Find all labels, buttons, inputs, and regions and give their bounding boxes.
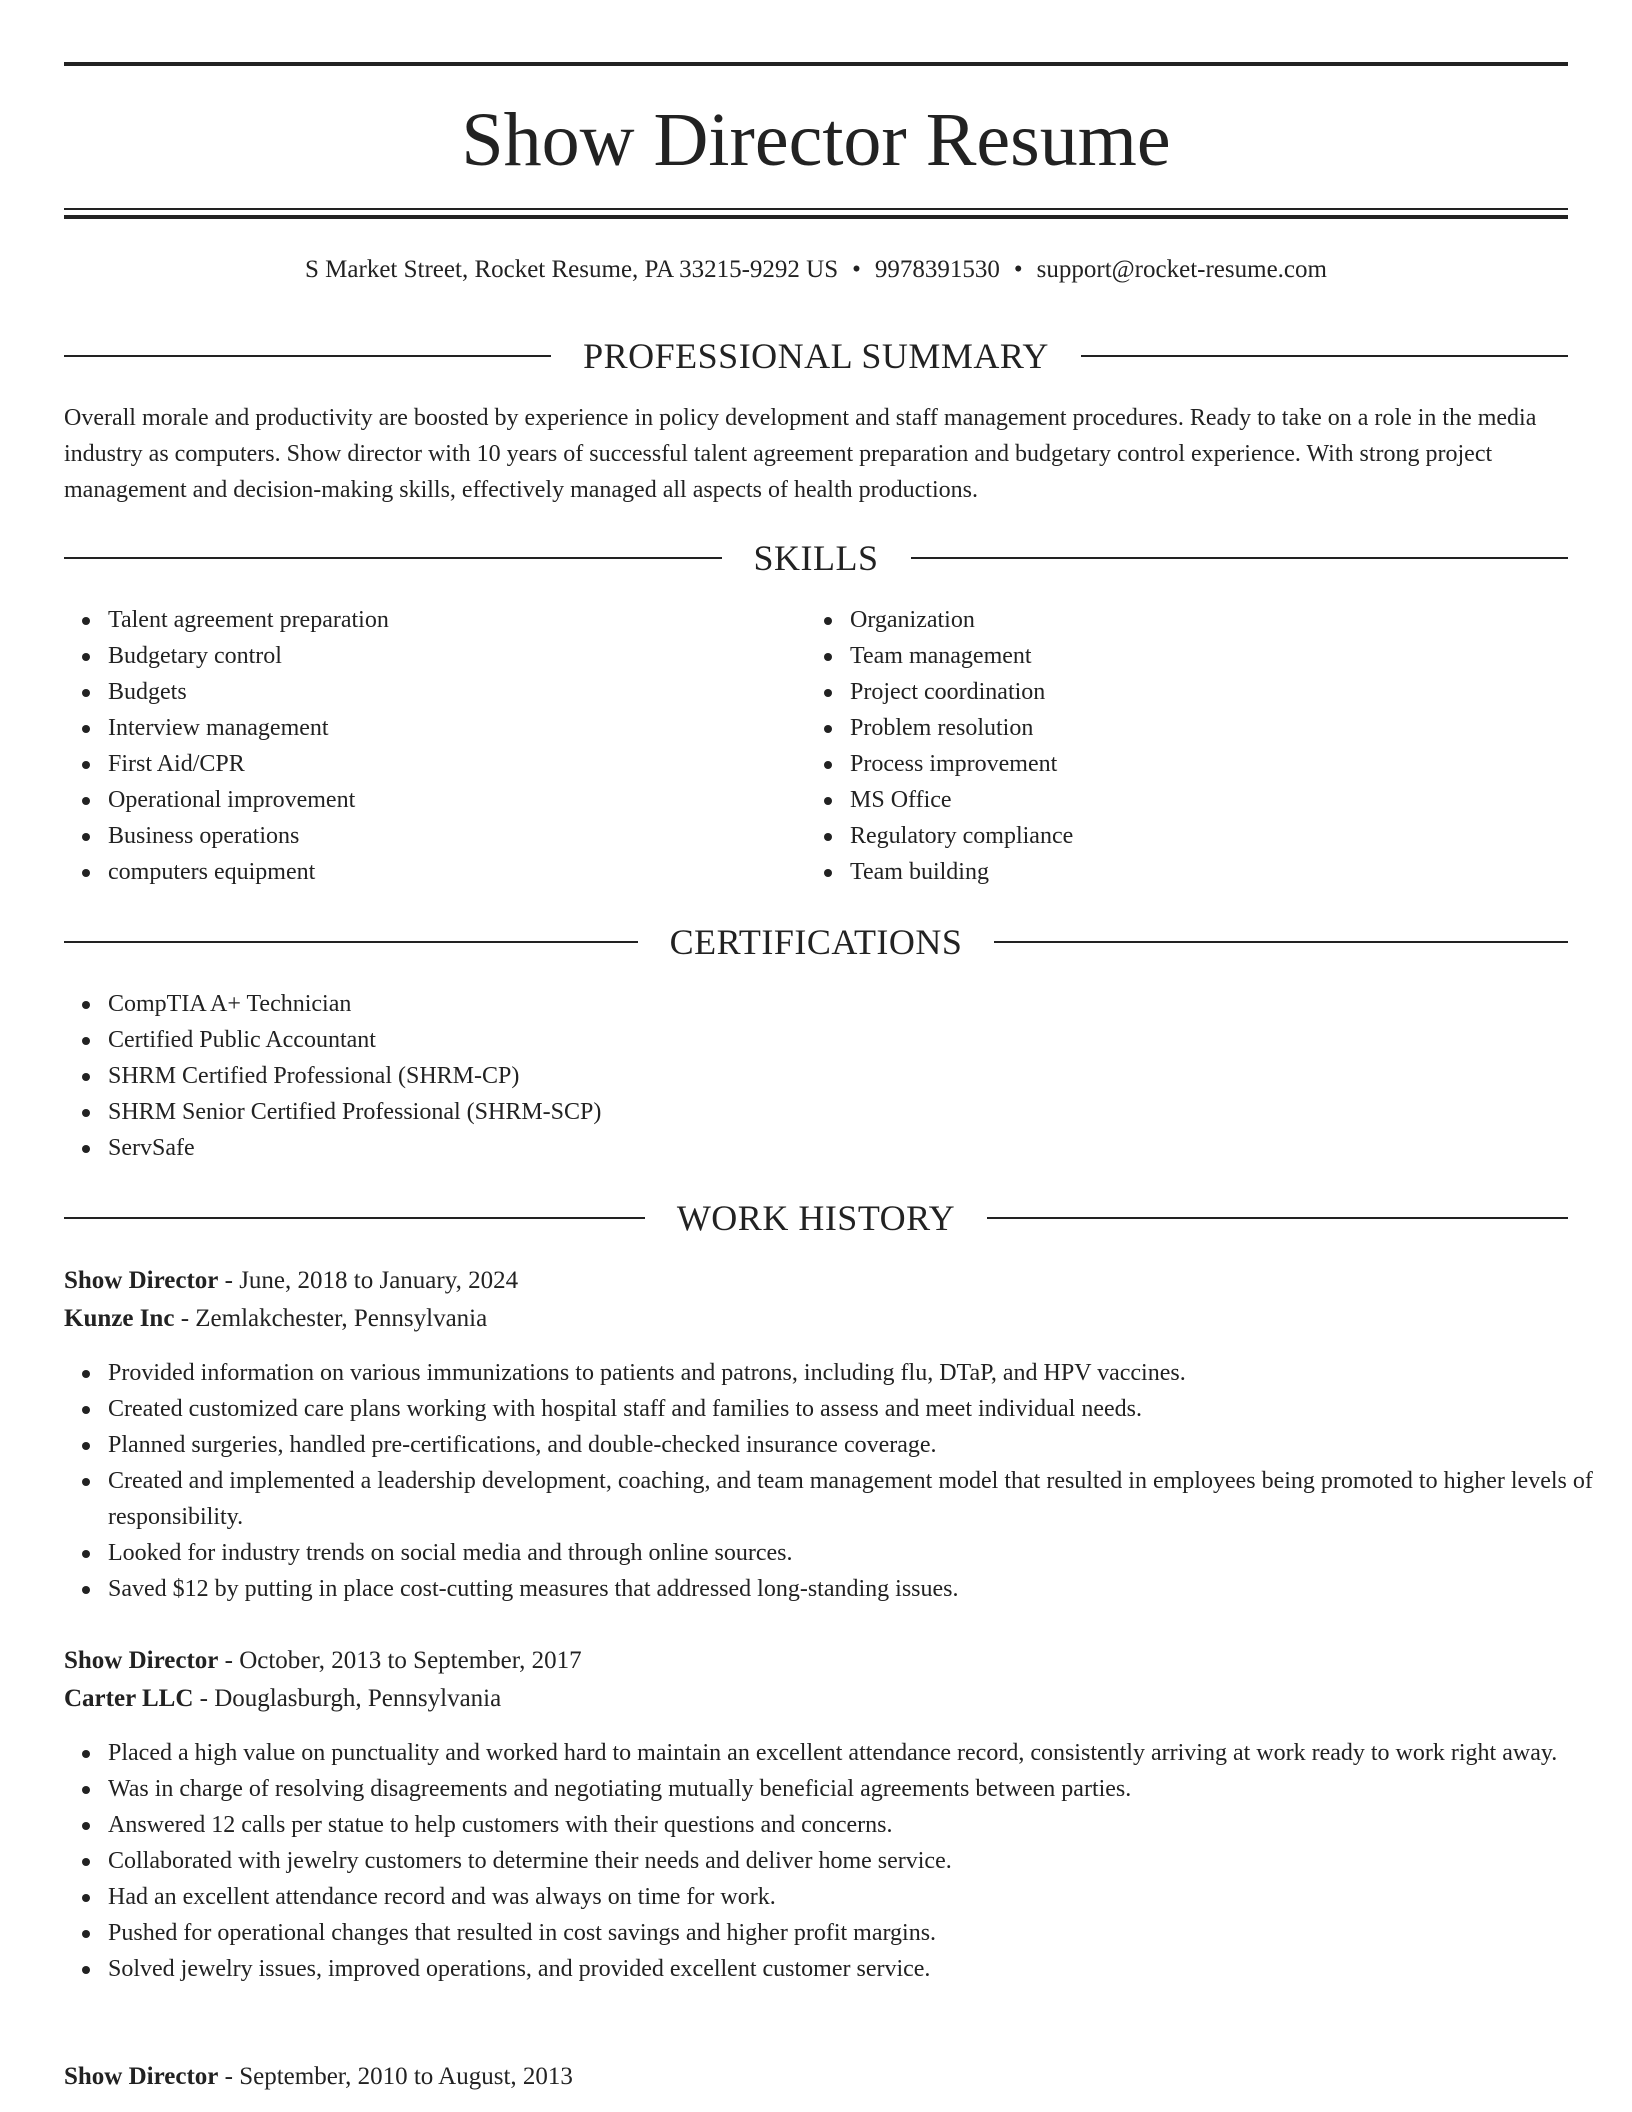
- job-duty-item: Created customized care plans working with hospital staff and families to assess and meet individual needs.: [108, 1391, 1612, 1427]
- certification-item: SHRM Senior Certified Professional (SHRM-SCP): [108, 1094, 1612, 1130]
- job-duty-item: Solved jewelry issues, improved operations, and provided excellent customer service.: [108, 1951, 1612, 1987]
- skill-item: Process improvement: [850, 746, 1590, 782]
- header-double-rule: [64, 208, 1568, 219]
- skill-item: First Aid/CPR: [108, 746, 848, 782]
- job-company: Carter LLC: [64, 1685, 194, 1712]
- header-top-rule: [64, 62, 1568, 66]
- heading-rule: [994, 941, 1568, 943]
- heading-rule: [64, 557, 722, 559]
- job-dates: - September, 2010 to August, 2013: [218, 2063, 573, 2090]
- skill-item: Regulatory compliance: [850, 818, 1590, 854]
- heading-rule: [987, 1217, 1568, 1219]
- job-title-line: [64, 1262, 1568, 1300]
- job-location: - Douglasburgh, Pennsylvania: [193, 1685, 502, 1712]
- summary-text: Overall morale and productivity are boosted by experience in policy development and staff management procedures. Ready to take on a role in the media industry as computers. Show director with 10 years of successful talent agreement preparation and budgetary control experience. With strong project management and decision-making skills, effectively managed all aspects of health productions.: [64, 405, 1537, 503]
- contact-line: [64, 252, 1568, 288]
- job-duty-item: Had an excellent attendance record and was always on time for work.: [108, 1879, 1612, 1915]
- job-title: Show Director: [64, 1647, 219, 1674]
- job-company-line: [64, 1300, 1568, 1338]
- job-duties-list: [64, 1735, 1612, 1987]
- skill-item: Team building: [850, 854, 1590, 890]
- skills-list-left: [64, 602, 848, 890]
- skill-item: Budgetary control: [108, 638, 848, 674]
- skill-item: Project coordination: [850, 674, 1590, 710]
- skills-list-right: [806, 602, 1590, 890]
- job-title: Show Director: [64, 1267, 219, 1294]
- certification-item: SHRM Certified Professional (SHRM-CP): [108, 1058, 1612, 1094]
- job-duty-item: Collaborated with jewelry customers to determine their needs and deliver home service.: [108, 1843, 1612, 1879]
- job-title: Show Director: [64, 2063, 219, 2090]
- section-title: CERTIFICATIONS: [669, 922, 963, 962]
- section-heading-skills: [64, 536, 1568, 580]
- skill-item: Interview management: [108, 710, 848, 746]
- skill-item: MS Office: [850, 782, 1590, 818]
- section-heading-work-history: [64, 1196, 1568, 1240]
- job-duty-item: Looked for industry trends on social media and through online sources.: [108, 1535, 1612, 1571]
- skill-item: Operational improvement: [108, 782, 848, 818]
- certification-item: Certified Public Accountant: [108, 1022, 1612, 1058]
- job-duty-item: Placed a high value on punctuality and worked hard to maintain an excellent attendance record, consistently arriving at work ready to work right away.: [108, 1735, 1612, 1771]
- skill-item: Organization: [850, 602, 1590, 638]
- skill-item: Business operations: [108, 818, 848, 854]
- job-duties-list: [64, 1355, 1612, 1607]
- page-title: Show Director Resume: [461, 98, 1171, 182]
- contact-separator: •: [852, 256, 861, 283]
- section-title: SKILLS: [753, 538, 879, 578]
- skill-item: Talent agreement preparation: [108, 602, 848, 638]
- job-duty-item: Provided information on various immunizations to patients and patrons, including flu, DTaP, and HPV vaccines.: [108, 1355, 1612, 1391]
- job-duty-item: Answered 12 calls per statue to help customers with their questions and concerns.: [108, 1807, 1612, 1843]
- heading-rule: [911, 557, 1569, 559]
- job-title-line: [64, 2058, 1568, 2096]
- skill-item: Problem resolution: [850, 710, 1590, 746]
- job-duty-item: Pushed for operational changes that resulted in cost savings and higher profit margins.: [108, 1915, 1612, 1951]
- job-dates: - June, 2018 to January, 2024: [218, 1267, 519, 1294]
- skill-item: Team management: [850, 638, 1590, 674]
- contact-separator: •: [1013, 256, 1023, 283]
- job-company-line: [64, 1680, 1568, 1718]
- heading-rule: [64, 1217, 645, 1219]
- job-title-line: [64, 1642, 1568, 1680]
- skill-item: computers equipment: [108, 854, 848, 890]
- job-location: - Zemlakchester, Pennsylvania: [174, 1305, 488, 1332]
- section-title: PROFESSIONAL SUMMARY: [583, 336, 1049, 376]
- job-duty-item: Was in charge of resolving disagreements and negotiating mutually beneficial agreements between parties.: [108, 1771, 1612, 1807]
- job-duty-item: Saved $12 by putting in place cost-cutting measures that addressed long-standing issues.: [108, 1571, 1612, 1607]
- certification-item: CompTIA A+ Technician: [108, 986, 1612, 1022]
- heading-rule: [64, 941, 638, 943]
- contact-address: S Market Street, Rocket Resume, PA 33215-9292 US: [305, 256, 839, 283]
- certifications-list: [64, 986, 1612, 1166]
- section-title: WORK HISTORY: [676, 1198, 956, 1238]
- section-heading-certifications: [64, 920, 1568, 964]
- skill-item: Budgets: [108, 674, 848, 710]
- contact-email: support@rocket-resume.com: [1036, 256, 1327, 283]
- job-duty-item: Created and implemented a leadership development, coaching, and team management model that resulted in employees being promoted to higher levels of responsibility.: [108, 1463, 1612, 1535]
- job-company: Kunze Inc: [64, 1305, 175, 1332]
- job-duty-item: Planned surgeries, handled pre-certifications, and double-checked insurance coverage.: [108, 1427, 1612, 1463]
- certification-item: ServSafe: [108, 1130, 1612, 1166]
- heading-rule: [64, 355, 551, 357]
- job-dates: - October, 2013 to September, 2017: [218, 1647, 582, 1674]
- heading-rule: [1081, 355, 1568, 357]
- contact-phone: 9978391530: [874, 256, 1000, 283]
- section-heading-summary: [64, 334, 1568, 378]
